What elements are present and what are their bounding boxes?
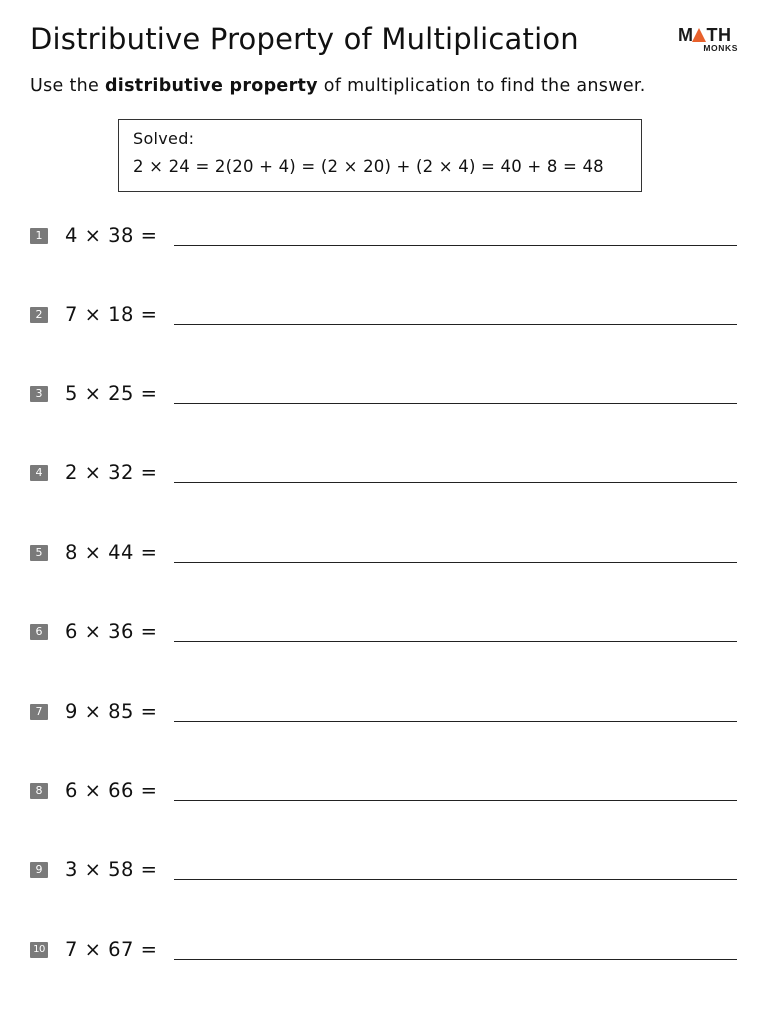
answer-line[interactable] [174, 800, 737, 801]
problem-number-badge: 5 [30, 545, 48, 561]
problem-expression: 7 × 18 = [65, 303, 158, 326]
logo-monks-text: MONKS [703, 43, 738, 53]
problem-row [30, 855, 738, 885]
problem-number-badge: 6 [30, 624, 48, 640]
instructions-suffix: of multiplication to find the answer. [317, 76, 646, 96]
problem-expression: 3 × 58 = [65, 858, 158, 881]
problem-number-badge: 1 [30, 228, 48, 244]
answer-line[interactable] [174, 324, 737, 325]
answer-line[interactable] [174, 245, 737, 246]
solved-equation: 2 × 24 = 2(20 + 4) = (2 × 20) + (2 × 4) = 40 + 8 = 48 [133, 157, 604, 176]
problem-row [30, 697, 738, 727]
problem-expression: 7 × 67 = [65, 938, 158, 961]
instructions-bold: distributive property [104, 76, 318, 96]
answer-line[interactable] [174, 403, 737, 404]
problem-expression: 8 × 44 = [65, 541, 158, 564]
problem-expression: 5 × 25 = [65, 382, 158, 405]
answer-line[interactable] [174, 721, 737, 722]
solved-label: Solved: [133, 129, 195, 148]
answer-line[interactable] [174, 959, 737, 960]
answer-line[interactable] [174, 562, 737, 563]
page-title: Distributive Property of Multiplication [30, 22, 579, 56]
problem-number-badge: 4 [30, 465, 48, 481]
problem-expression: 6 × 36 = [65, 620, 158, 643]
logo-math-text: M TH [678, 25, 732, 45]
problem-row [30, 617, 738, 647]
problem-row [30, 221, 738, 251]
answer-line[interactable] [174, 879, 737, 880]
problem-row [30, 935, 738, 965]
problem-row [30, 776, 738, 806]
problem-number-badge: 7 [30, 704, 48, 720]
problem-number-badge: 8 [30, 783, 48, 799]
problem-row [30, 538, 738, 568]
problem-expression: 6 × 66 = [65, 779, 158, 802]
problem-row [30, 300, 738, 330]
problem-number-badge: 2 [30, 307, 48, 323]
problem-number-badge: 10 [30, 942, 48, 958]
problem-expression: 9 × 85 = [65, 700, 158, 723]
instructions-prefix: Use the [30, 76, 105, 96]
problem-row [30, 458, 738, 488]
answer-line[interactable] [174, 641, 737, 642]
problem-number-badge: 3 [30, 386, 48, 402]
problem-expression: 2 × 32 = [65, 461, 158, 484]
problem-row [30, 379, 738, 409]
problem-expression: 4 × 38 = [65, 224, 158, 247]
answer-line[interactable] [174, 482, 737, 483]
problem-number-badge: 9 [30, 862, 48, 878]
